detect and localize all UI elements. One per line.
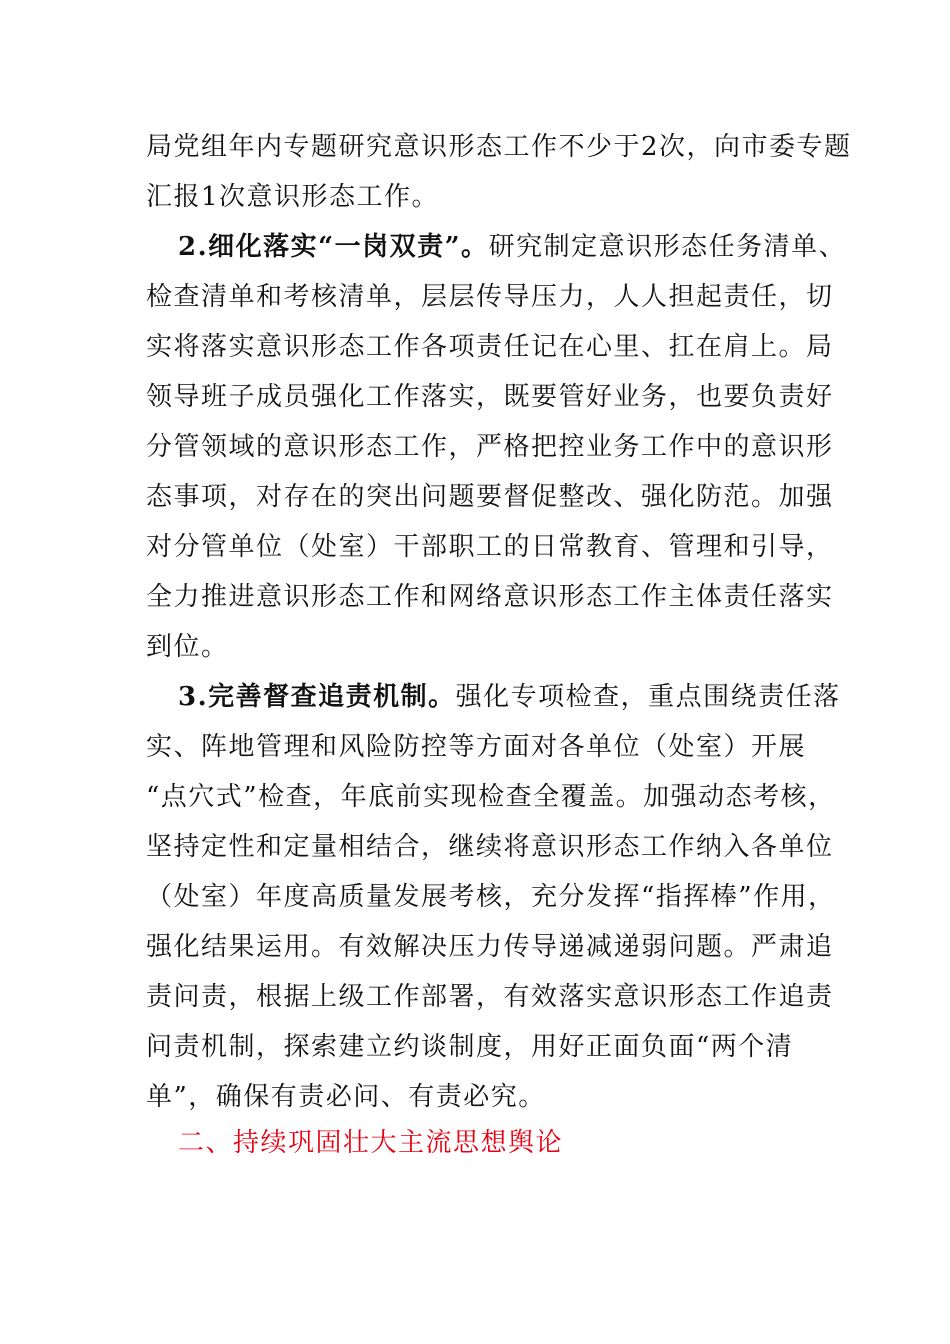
paragraph-line: 实、阵地管理和风险防控等方面对各单位（处室）开展 [146,732,807,762]
paragraph-line: 到位。 [146,632,229,662]
paragraph-line: “点穴式”检查，年底前实现检查全覆盖。加强动态考核， [146,782,836,812]
paragraph-line: 检查清单和考核清单，层层传导压力，人人担起责任，切 [146,282,834,312]
paragraph-line: 责问责，根据上级工作部署，有效落实意识形态工作追责 [146,982,834,1012]
paragraph-line: 单”，确保有责必问、有责必究。 [146,1082,546,1112]
paragraph-line: 分管领域的意识形态工作，严格把控业务工作中的意识形 [146,432,834,462]
paragraph-line-item-2: 2.细化落实“一岗双责”。研究制定意识形态任务清单、 [178,232,847,262]
item-2-heading: 2.细化落实“一岗双责”。 [178,232,489,262]
paragraph-line: 强化结果运用。有效解决压力传导递减递弱问题。严肃追 [146,932,834,962]
paragraph-line: 实将落实意识形态工作各项责任记在心里、扛在肩上。局 [146,332,834,362]
section-heading: 二、持续巩固壮大主流思想舆论 [178,1128,564,1158]
paragraph-line: 汇报1次意识形态工作。 [146,182,440,212]
paragraph-line: 对分管单位（处室）干部职工的日常教育、管理和引导， [146,532,834,562]
paragraph-line: 全力推进意识形态工作和网络意识形态工作主体责任落实 [146,582,834,612]
paragraph-line: 局党组年内专题研究意识形态工作不少于2次，向市委专题 [146,132,852,162]
paragraph-line-item-3: 3.完善督查追责机制。强化专项检查，重点围绕责任落 [178,682,841,712]
item-3-heading: 3.完善督查追责机制。 [178,682,456,712]
paragraph-line: 问责机制，探索建立约谈制度，用好正面负面“两个清 [146,1032,794,1062]
paragraph-line: 领导班子成员强化工作落实，既要管好业务，也要负责好 [146,382,834,412]
paragraph-line: 坚持定性和定量相结合，继续将意识形态工作纳入各单位 [146,832,834,862]
paragraph-line: 态事项，对存在的突出问题要督促整改、强化防范。加强 [146,482,834,512]
paragraph-line: （处室）年度高质量发展考核，充分发挥“指挥棒”作用， [146,882,836,912]
